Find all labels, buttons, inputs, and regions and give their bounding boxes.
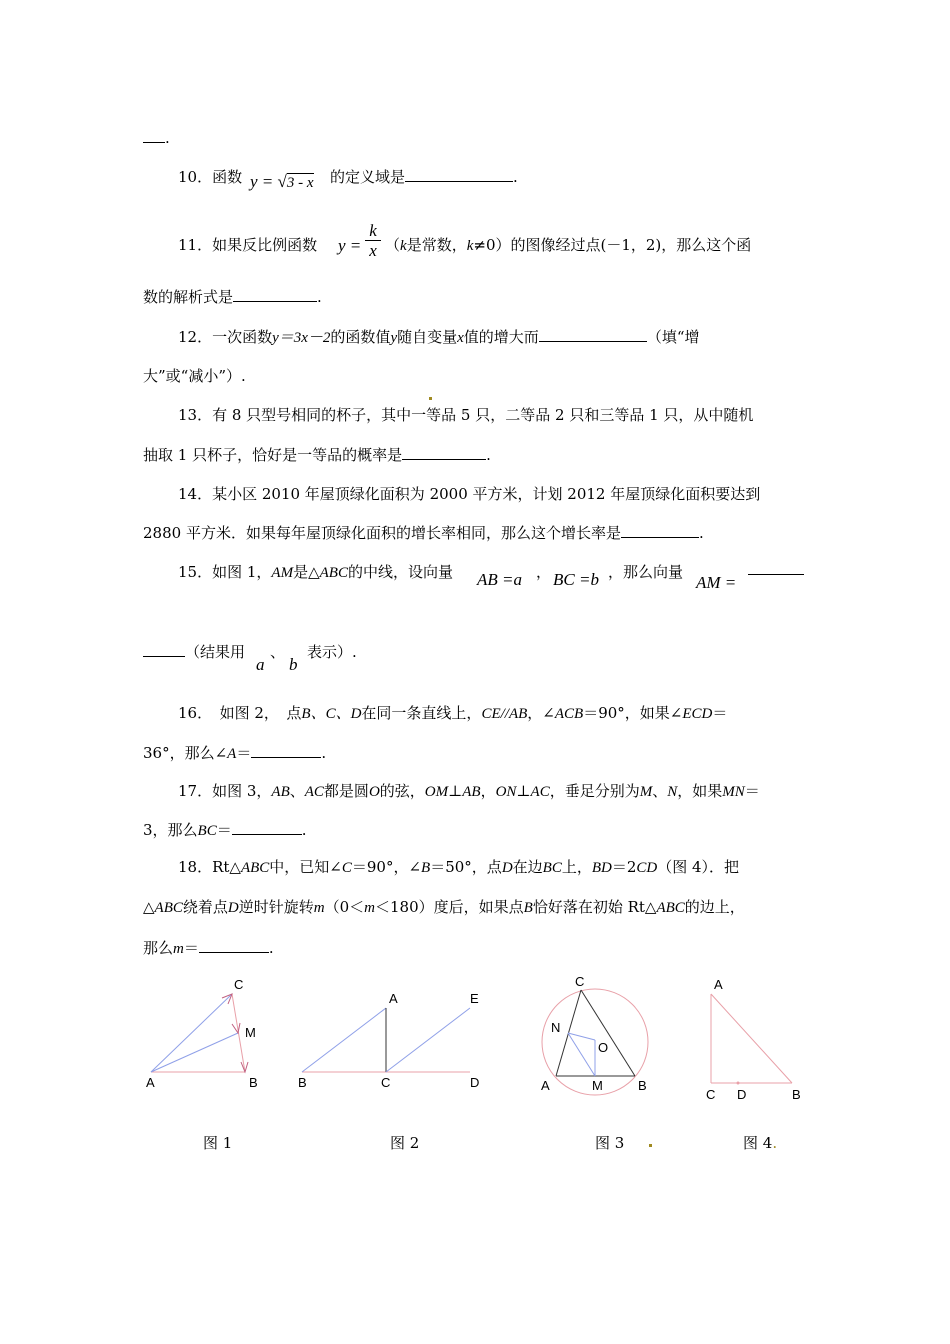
text: 14．某小区 2010 年屋顶绿化面积为 2000 平方米，计划 2012 年屋顶绿化面积要达到 <box>178 485 761 503</box>
seg: OM <box>424 784 449 800</box>
q10-lead: 10．函数 <box>178 168 243 186</box>
sqrt-sign-icon: √ <box>277 172 287 191</box>
period: . <box>165 129 170 147</box>
seg: AC <box>530 784 550 800</box>
point: D <box>227 900 239 916</box>
label-b: B <box>638 1078 647 1093</box>
seg: MN <box>722 784 745 800</box>
point: C <box>341 860 352 876</box>
q15-mid: ，那么向量 <box>608 563 684 581</box>
seg-am <box>151 1033 238 1072</box>
text: ＝90°，如果∠ <box>583 704 683 722</box>
label-d: D <box>737 1087 747 1102</box>
var-m: m <box>173 941 184 957</box>
text: 的弦， <box>379 782 425 800</box>
text: 、 <box>289 782 305 800</box>
q10-after: 的定义域是 <box>330 168 406 186</box>
figure-3 <box>541 974 648 1095</box>
text: 36°，那么∠ <box>143 744 228 762</box>
label-a: A <box>389 991 398 1006</box>
text: ＝ <box>183 939 199 957</box>
text: 3，那么 <box>143 821 198 839</box>
text: ＝ <box>712 704 728 722</box>
text: 13．有 8 只型号相同的杯子，其中一等品 5 只，二等品 2 只和三等品 1 只，从中随机 <box>178 406 754 424</box>
label-m: M <box>245 1025 256 1040</box>
label-b: B <box>792 1087 801 1102</box>
period: . <box>486 446 491 464</box>
text: 15．如图 1， <box>178 563 272 581</box>
text: ，如果 <box>677 782 723 800</box>
label-n: N <box>551 1020 561 1035</box>
fraction-denominator: x <box>369 241 377 260</box>
text: ≠0）的图像经过点(－1，2)，那么这个函 <box>473 236 752 254</box>
point: D <box>501 860 513 876</box>
q11-lead: 11．如果反比例函数 <box>178 236 318 254</box>
caption-fig4 <box>743 1132 777 1153</box>
caption-fig1: 图 1 <box>203 1134 233 1152</box>
figure-1 <box>146 977 258 1090</box>
text: 在同一条直线上， <box>361 704 482 722</box>
text: ⊥ <box>448 782 463 800</box>
point: N <box>667 784 678 800</box>
label-o: O <box>598 1040 609 1055</box>
caption-dot: . <box>772 1134 778 1152</box>
caption-text: 图 4 <box>743 1134 773 1152</box>
label-d: D <box>470 1075 480 1090</box>
text: 值的增大而 <box>463 328 539 346</box>
text: ＜180）度后，如果点 <box>375 898 524 916</box>
text: 的函数值 <box>330 328 391 346</box>
text: 的边上， <box>684 898 745 916</box>
seg: BC <box>542 860 562 876</box>
text: ⊥ <box>516 782 531 800</box>
text: （0＜ <box>324 898 365 916</box>
decorative-dot <box>429 397 432 400</box>
text: 绕着点 <box>182 898 228 916</box>
text: （图 4）．把 <box>657 858 740 876</box>
point: B <box>523 900 533 916</box>
text: 恰好落在初始 Rt△ <box>532 898 657 916</box>
var-x: x <box>457 330 464 346</box>
seg: AB <box>462 784 481 800</box>
text: （结果用 <box>185 643 246 661</box>
text: 的中线，设向量 <box>347 563 453 581</box>
label-b: B <box>249 1075 258 1090</box>
tri-abc: ABC <box>319 565 348 581</box>
seg: ON <box>495 784 517 800</box>
q15-vec-b: b <box>289 655 298 674</box>
text: 都是圆 <box>323 782 369 800</box>
text: 2880 平方米．如果每年屋顶绿化面积的增长率相同，那么这个增长率是 <box>143 524 621 542</box>
q11-y: y = <box>338 236 362 255</box>
point: M <box>639 784 653 800</box>
q15-vec-a: a <box>256 655 265 674</box>
text: △ <box>143 898 155 916</box>
seg-ab <box>711 994 792 1083</box>
angle-ecd: ECD <box>682 706 713 722</box>
caption-fig2: 图 2 <box>390 1134 420 1152</box>
text: ＝90°，∠ <box>351 858 422 876</box>
figure-2 <box>298 991 479 1090</box>
label-c: C <box>381 1075 391 1090</box>
fraction-numerator: k <box>365 222 381 241</box>
period: . <box>321 744 327 762</box>
text: ，垂足分别为 <box>549 782 640 800</box>
q10-radicand: 3 - x <box>286 175 314 191</box>
period: . <box>513 168 518 186</box>
seg: AC <box>304 784 324 800</box>
text: 16． 如图 2， 点 <box>178 704 302 722</box>
label-c: C <box>706 1087 716 1102</box>
text: 逆时针旋转 <box>238 898 314 916</box>
label-c: C <box>234 977 244 992</box>
paren: （ <box>385 236 401 254</box>
seg-cb <box>581 990 635 1076</box>
text: 数的解析式是 <box>143 288 234 306</box>
label-e: E <box>470 991 479 1006</box>
text: ＝ <box>744 782 760 800</box>
var-k: k <box>400 238 407 254</box>
text: 上， <box>561 858 592 876</box>
text: 12．一次函数 <box>178 328 273 346</box>
text: 18．Rt△ <box>178 858 241 876</box>
seg-ac <box>151 994 232 1072</box>
text: （填“增 <box>646 328 700 346</box>
tri: ABC <box>154 900 183 916</box>
seg-ba <box>302 1008 386 1072</box>
q10-eq: = <box>261 172 274 191</box>
text: ＝50°，点 <box>430 858 502 876</box>
seg: CD <box>636 860 658 876</box>
text: ，∠ <box>527 704 555 722</box>
parallel: CE//AB <box>481 706 528 722</box>
text: 那么 <box>143 939 174 957</box>
points-bcd: B、C、D <box>301 706 362 722</box>
point-d <box>737 1082 740 1085</box>
q15-line2-end: 表示）. <box>307 643 357 661</box>
text: ＝ <box>236 744 252 762</box>
angle-acb: ACB <box>554 706 584 722</box>
q10-y: y <box>250 172 258 191</box>
label-a: A <box>146 1075 155 1090</box>
text: ， <box>480 782 496 800</box>
label-a: A <box>541 1078 550 1093</box>
period: . <box>698 524 704 542</box>
var-m: m <box>364 900 375 916</box>
seg: BD <box>591 860 612 876</box>
var-y: y <box>390 330 398 346</box>
q15-vector-bc: BC =b <box>553 570 599 589</box>
decorative-dot <box>649 1144 652 1147</box>
var-k: k <box>466 238 474 254</box>
q15-vector-ab: AB =a <box>477 570 522 589</box>
tri: ABC <box>240 860 270 876</box>
text: 、 <box>652 782 668 800</box>
point: B <box>421 860 431 876</box>
label-c: C <box>575 974 585 989</box>
text: 是△ <box>293 563 320 581</box>
text: 在边 <box>512 858 543 876</box>
text: 中，已知∠ <box>269 858 342 876</box>
q12-equation: y＝3x－2 <box>272 330 331 346</box>
tri: ABC <box>656 900 685 916</box>
seg: BC <box>197 823 217 839</box>
period: . <box>301 821 307 839</box>
seg-ce <box>386 1008 470 1072</box>
q15-vector-am: AM = <box>696 573 737 592</box>
text: 17．如图 3， <box>178 782 272 800</box>
text: 是常数， <box>406 236 467 254</box>
caption-fig3: 图 3 <box>595 1134 625 1152</box>
point: O <box>368 784 380 800</box>
q15-sep: ， <box>536 563 552 581</box>
period: . <box>268 939 274 957</box>
arrow-icon <box>232 1023 240 1033</box>
text: 大”或“减小”）. <box>143 367 246 385</box>
label-m: M <box>592 1078 603 1093</box>
text: ＝2 <box>611 858 637 876</box>
label-b: B <box>298 1075 307 1090</box>
figure-4 <box>706 977 801 1102</box>
seg-am: AM <box>271 565 294 581</box>
period: . <box>317 288 322 306</box>
seg: AB <box>271 784 290 800</box>
label-a: A <box>714 977 723 992</box>
text: 抽取 1 只杯子，恰好是一等品的概率是 <box>143 446 403 464</box>
text: 随自变量 <box>397 328 458 346</box>
var-m: m <box>313 900 325 916</box>
text: ＝ <box>216 821 232 839</box>
q15-dun: 、 <box>270 643 286 661</box>
angle-a: A <box>227 746 237 762</box>
